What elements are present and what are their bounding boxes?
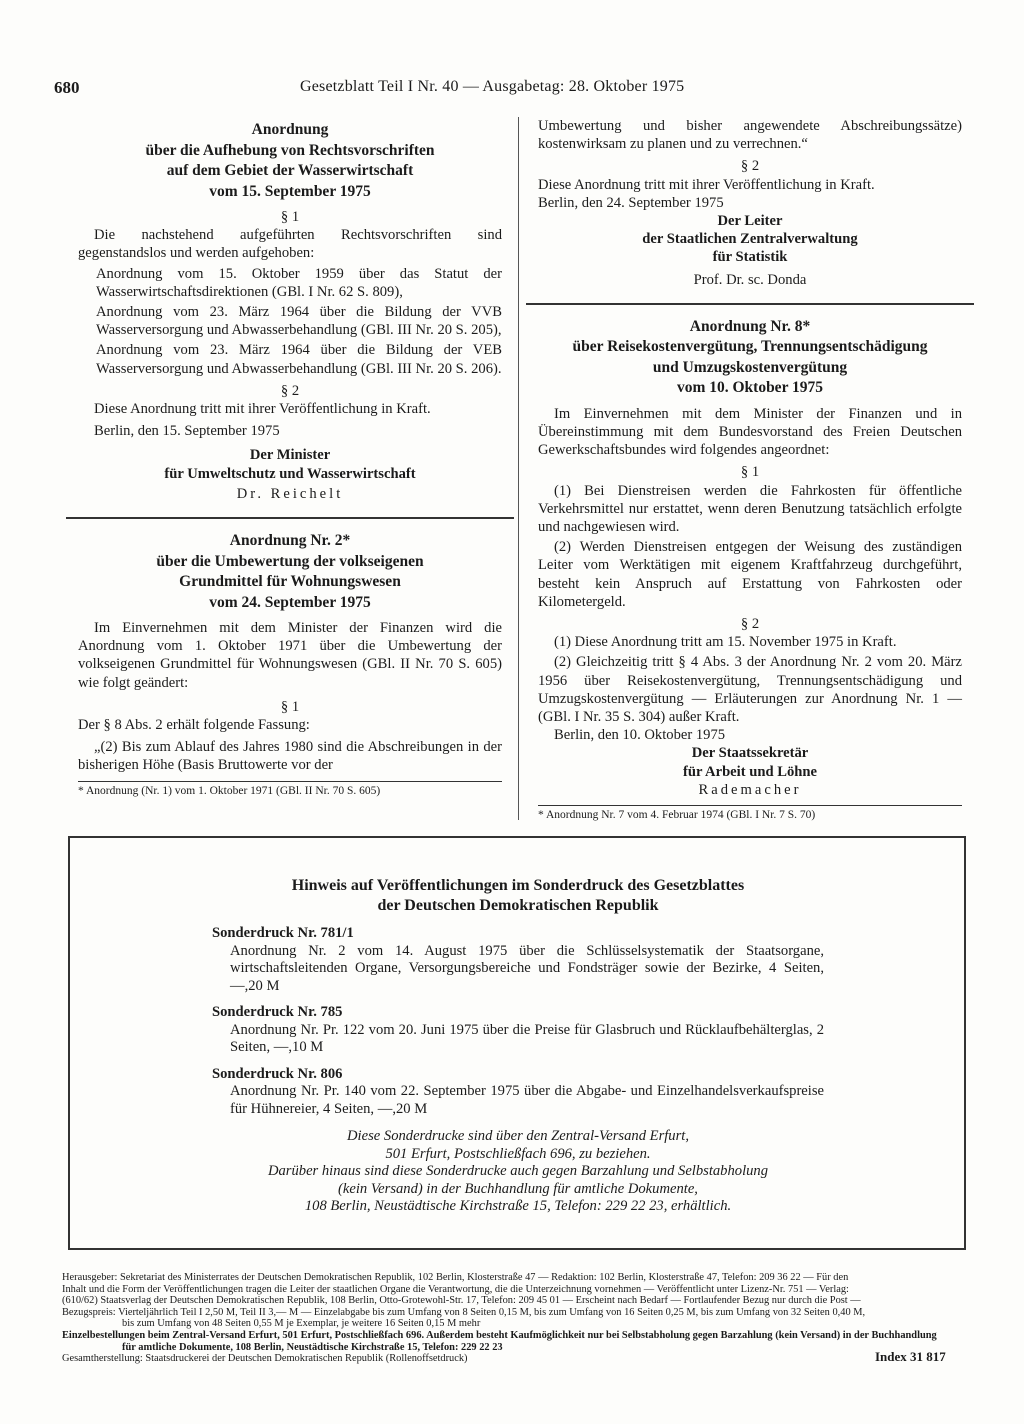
title-line: über die Umbewertung der volkseigenen xyxy=(156,552,424,570)
section-rule xyxy=(526,303,974,305)
paragraph: (1) Bei Dienstreisen werden die Fahrkosten für öffentliche Verkehrsmittel nur erstattet, wenn deren Benutzung tatsächlich erfolgte und nachgewiesen wird. xyxy=(538,482,962,536)
section-heading: § 1 xyxy=(280,209,300,225)
signature-role xyxy=(538,212,962,267)
role-line: Der Leiter xyxy=(717,213,783,230)
signature-role xyxy=(538,744,962,780)
right-column xyxy=(538,117,962,822)
place-date: Berlin, den 24. September 1975 xyxy=(538,194,724,211)
signature-name: Rademacher xyxy=(698,781,802,798)
title-line: Anordnung Nr. 8* xyxy=(689,317,811,335)
imprint-line: (610/62) Staatsverlag der Deutschen Demokratischen Republik, 108 Berlin, Otto-Grotewohl-Str. 17, Telefon: 209 45 01 — Erscheint nach Bedarf — Fortlaufender Bezug nur durch die Post — xyxy=(62,1295,861,1307)
role-line: der Staatlichen Zentralverwaltung xyxy=(642,231,858,248)
paragraph: Diese Anordnung tritt mit ihrer Veröffentlichung in Kraft. xyxy=(94,401,431,418)
special-print-heading: Sonderdruck Nr. 785 xyxy=(212,1004,343,1020)
column-divider xyxy=(518,117,519,820)
imprint-line: Bezugspreis: Vierteljährlich Teil I 2,50 M, Teil II 3,— M — Einzelabgabe bis zum Umfang von 8 Seiten 0,15 M, bis zum Umfang von 16 Seiten 0,25 M, bis zum Umfang von 32 Seiten 0,40 M, xyxy=(62,1306,866,1318)
section-heading: § 1 xyxy=(280,698,300,715)
section-rule xyxy=(66,517,514,519)
imprint xyxy=(62,1272,968,1365)
order-line: Diese Sonderdrucke sind über den Zentral-Versand Erfurt, xyxy=(347,1128,689,1144)
imprint-line: Gesamtherstellung: Staatsdruckerei der Deutschen Demokratischen Republik (Rollenoffsetdruck) xyxy=(62,1353,468,1365)
section-heading: § 2 xyxy=(280,382,300,399)
title-line: Grundmittel für Wohnungswesen xyxy=(179,573,401,591)
order-line: 501 Erfurt, Postschließfach 696, zu beziehen. xyxy=(385,1145,651,1162)
list-item: Anordnung vom 15. Oktober 1959 über das Statut der Wasserwirtschaftsdirektionen (GBl. I Nr. 62 S. 809), xyxy=(96,265,502,300)
running-head: Gesetzblatt Teil I Nr. 40 — Ausgabetag: 28. Oktober 1975 xyxy=(300,78,685,95)
imprint-line: Einzelbestellungen beim Zentral-Versand Erfurt, 501 Erfurt, Postschließfach 696. Außerdem besteht Kaufmöglichkeit nur bei Selbstabholung gegen Barzahlung (kein Versand) in der Buchhandlung xyxy=(62,1329,937,1341)
special-print-notice-box xyxy=(68,836,966,1250)
role-line: Der Minister xyxy=(249,447,331,464)
ordinance-water-title xyxy=(78,120,502,202)
footnote: * Anordnung Nr. 7 vom 4. Februar 1974 (GBl. I Nr. 7 S. 70) xyxy=(538,805,962,822)
imprint-line: bis zum Umfang von 48 Seiten 0,55 M je Exemplar, je weitere 16 Seiten 0,15 M mehr xyxy=(122,1318,481,1330)
list-item: Anordnung vom 23. März 1964 über die Bildung der VEB Wasserversorgung und Abwasserbehandlung (GBl. III Nr. 20 S. 206). xyxy=(96,342,502,377)
title-line: über die Aufhebung von Rechtsvorschriften xyxy=(145,141,435,159)
title-line: vom 15. September 1975 xyxy=(209,182,371,200)
paragraph: (2) Gleichzeitig tritt § 4 Abs. 3 der Anordnung Nr. 2 vom 20. März 1956 über Reisekostenvergütung, Trennungsentschädigung und Umzugskostenvergütung — Erläuterungen zur Anordnung Nr. 1 — (GBl. I Nr. 35 S. 304) außer Kraft. xyxy=(538,654,962,726)
title-line: und Umzugskostenvergütung xyxy=(652,358,848,376)
order-info xyxy=(212,1128,824,1216)
order-line: 108 Berlin, Neustädtische Kirchstraße 15, Telefon: 229 22 23, erhältlich. xyxy=(304,1198,732,1214)
role-line: Der Staatssekretär xyxy=(691,745,809,762)
paragraph: (1) Diese Anordnung tritt am 15. November 1975 in Kraft. xyxy=(554,634,897,651)
signature-name: Dr. Reichelt xyxy=(236,485,344,502)
title-line: vom 10. Oktober 1975 xyxy=(676,379,824,397)
role-line: für Statistik xyxy=(712,249,788,266)
page-number: 680 xyxy=(54,78,80,97)
title-line: vom 24. September 1975 xyxy=(209,593,371,611)
title-line: der Deutschen Demokratischen Republik xyxy=(377,897,659,914)
special-print-heading: Sonderdruck Nr. 781/1 xyxy=(212,925,354,941)
role-line: für Arbeit und Löhne xyxy=(683,763,817,780)
signature-name: Prof. Dr. sc. Donda xyxy=(693,271,807,288)
notice-content xyxy=(212,876,824,1216)
order-line: Darüber hinaus sind diese Sonderdrucke auch gegen Barzahlung und Selbstabholung xyxy=(267,1163,769,1179)
special-print-text: Anordnung Nr. Pr. 140 vom 22. September 1975 über die Abgabe- und Einzelhandelsverkaufspreise für Hühnereier, 4 Seiten, —,20 M xyxy=(230,1083,824,1117)
title-line: Hinweis auf Veröffentlichungen im Sonderdruck des Gesetzblattes xyxy=(291,877,745,894)
left-column xyxy=(78,120,502,798)
special-print-text: Anordnung Nr. 2 vom 14. August 1975 über die Schlüsselsystematik der Staatsorgane, wirtschaftsleitenden Organe, Versorgungsbereiche und Fondsträger sowie der Bezirke, 4 Seiten, —,20 M xyxy=(230,942,824,994)
paragraph: Der § 8 Abs. 2 erhält folgende Fassung: xyxy=(78,717,310,734)
place-date: Berlin, den 15. September 1975 xyxy=(94,423,280,440)
paragraph: „(2) Bis zum Ablauf des Jahres 1980 sind die Abschreibungen in der bisherigen Höhe (Basis Bruttowerte vor der xyxy=(78,739,502,774)
ordinance-8-title xyxy=(538,317,962,399)
section-heading: § 2 xyxy=(740,158,760,175)
special-print-text: Anordnung Nr. Pr. 122 vom 20. Juni 1975 über die Preise für Glasbruch und Rücklaufbehälterglas, 2 Seiten, —,10 M xyxy=(230,1021,824,1055)
imprint-line: für amtliche Dokumente, 108 Berlin, Neustädtische Kirchstraße 15, Telefon: 229 22 23 xyxy=(122,1341,503,1353)
special-print-heading: Sonderdruck Nr. 806 xyxy=(212,1065,343,1082)
paragraph: Diese Anordnung tritt mit ihrer Veröffentlichung in Kraft. xyxy=(538,176,875,193)
title-line: über Reisekostenvergütung, Trennungsentschädigung xyxy=(572,338,928,356)
footnote: * Anordnung (Nr. 1) vom 1. Oktober 1971 (GBl. II Nr. 70 S. 605) xyxy=(78,781,502,798)
ordinance-2-title xyxy=(78,531,502,613)
paragraph: Die nachstehend aufgeführten Rechtsvorschriften sind gegenstandslos und werden aufgehoben: xyxy=(78,227,502,262)
imprint-line: Herausgeber: Sekretariat des Ministerrates der Deutschen Demokratischen Republik, 102 Berlin, Klosterstraße 47 — Redaktion: 102 Berlin, Klosterstraße 47, Telefon: 209 36 22 — Für den xyxy=(62,1272,849,1283)
role-line: für Umweltschutz und Wasserwirtschaft xyxy=(164,465,416,482)
place-date: Berlin, den 10. Oktober 1975 xyxy=(554,727,726,744)
index-number: Index 31 817 xyxy=(875,1349,946,1364)
title-line: Anordnung Nr. 2* xyxy=(229,532,351,550)
imprint-line: Inhalt und die Form der Veröffentlichungen tragen die Leiter der staatlichen Organe die Verantwortung, die die Unterzeichnung vornehmen — Veröffentlicht unter Lizenz-Nr. 751 — Verlag: xyxy=(62,1283,849,1295)
title-line: Anordnung xyxy=(251,121,329,138)
signature-role xyxy=(78,446,502,482)
title-line: auf dem Gebiet der Wasserwirtschaft xyxy=(166,162,414,179)
paragraph: Im Einvernehmen mit dem Minister der Finanzen wird die Anordnung vom 1. Oktober 1971 über die Umbewertung der volkseigenen Grundmittel für Wohnungswesen (GBl. II Nr. 70 S. 605) wie folgt geändert: xyxy=(78,620,502,691)
section-heading: § 2 xyxy=(740,616,760,633)
paragraph: Umbewertung und bisher angewendete Abschreibungssätze) kostenwirksam zu planen und zu verrechnen.“ xyxy=(538,118,962,153)
section-heading: § 1 xyxy=(740,464,760,481)
list-item: Anordnung vom 23. März 1964 über die Bildung der VVB Wasserversorgung und Abwasserbehandlung (GBl. III Nr. 20 S. 205), xyxy=(96,304,502,339)
paragraph: Im Einvernehmen mit dem Minister der Finanzen und in Übereinstimmung mit dem Bundesvorstand des Freien Deutschen Gewerkschaftsbundes wird folgendes angeordnet: xyxy=(538,405,962,459)
order-line: (kein Versand) in der Buchhandlung für amtliche Dokumente, xyxy=(338,1180,698,1197)
paragraph: (2) Werden Dienstreisen entgegen der Weisung des zuständigen Leiter vom Werktätigen mit eigenem Kraftfahrzeug durchgeführt, besteht kein Anspruch auf Erstattung von Fahrkosten oder Kilometergeld. xyxy=(538,539,962,610)
notice-title xyxy=(212,876,824,916)
